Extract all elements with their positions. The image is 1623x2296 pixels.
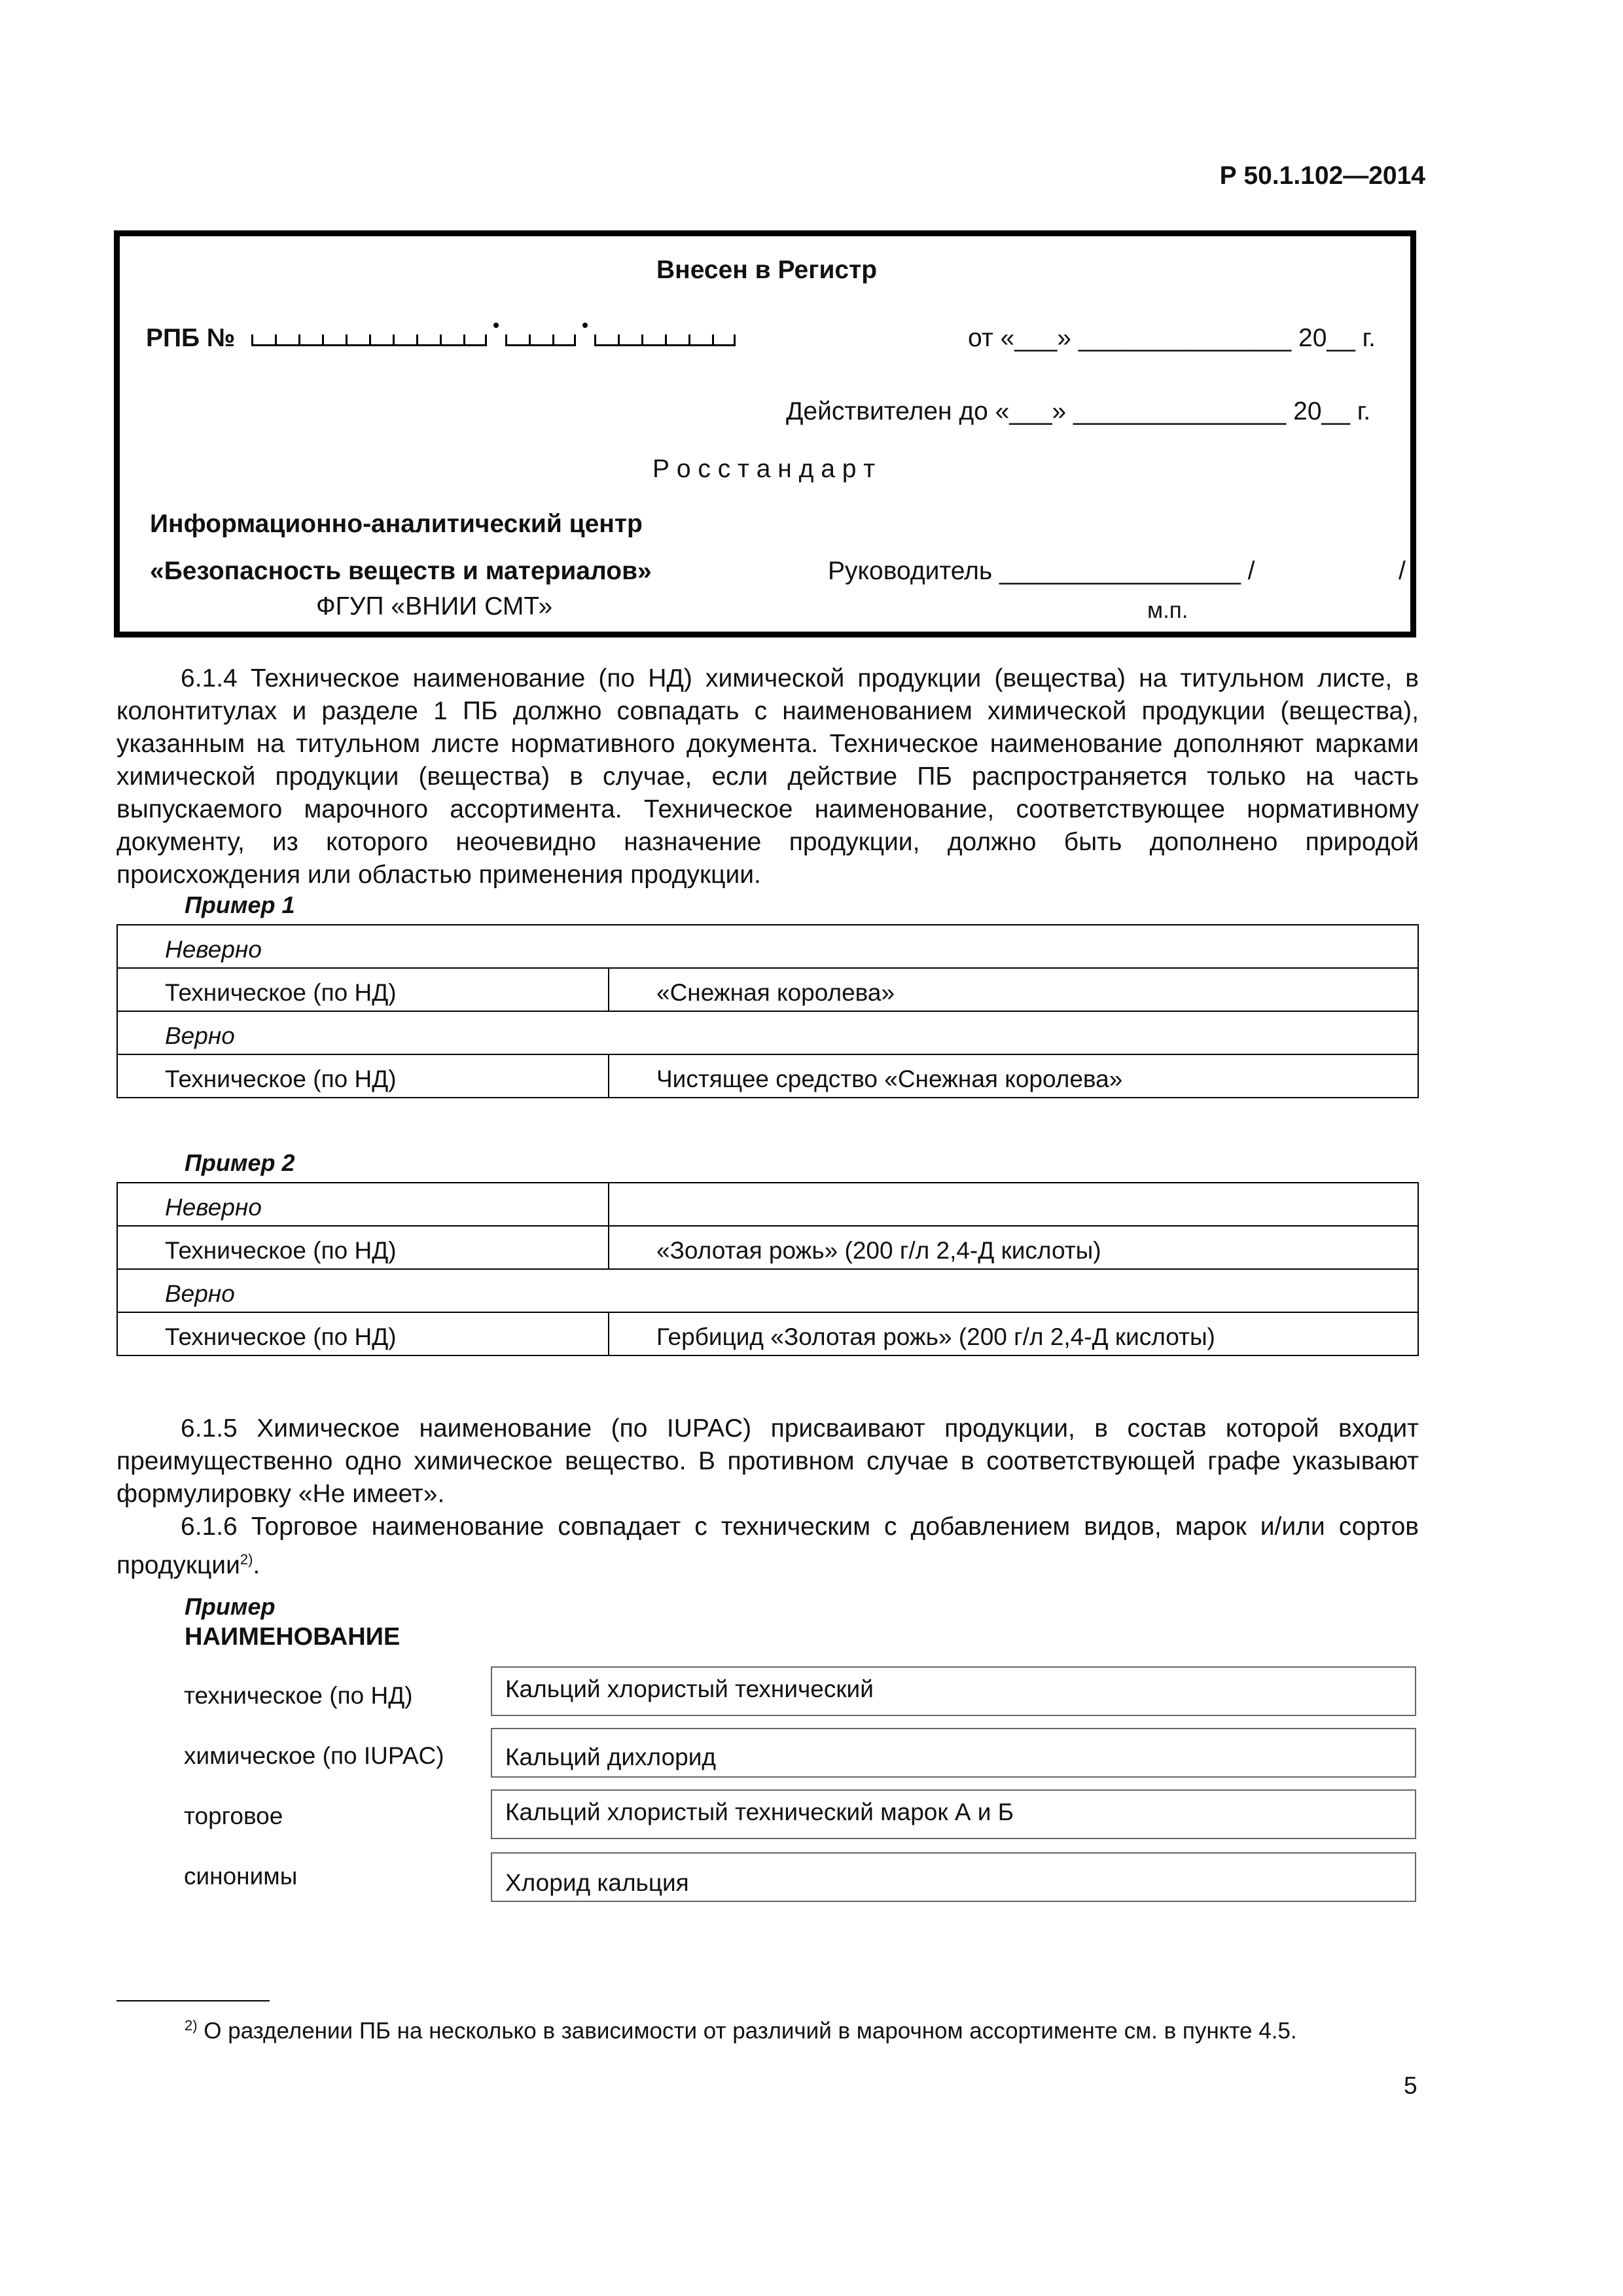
footnote [185,2017,1297,2045]
technical-name-label: техническое (по НД) [184,1682,413,1709]
wrong-label: Неверно [117,1183,609,1226]
naming-heading: НАИМЕНОВАНИЕ [185,1623,401,1651]
footnote-text: О разделении ПБ на несколько в зависимости от различий в марочном ассортименте см. в пункте 4.5. [204,2018,1297,2044]
right-label: Верно [117,1011,1418,1054]
footnote-rule [116,2000,270,2001]
rpb-number-field [146,324,736,353]
registry-box [114,230,1416,637]
footnote-ref: 2) [240,1551,253,1568]
paragraph-6-1-5: 6.1.5 Химическое наименование (по IUPAC) присваивают продукции, в состав которой входит преимущественно одно химическое вещество. В противном случае в соответствующей графе указывают формулировку «Не имеет». [116,1414,1419,1508]
table-row [117,1011,1418,1054]
stamp-place: м.п. [1147,598,1188,623]
table-row [117,1269,1418,1312]
synonyms-field: Хлорид кальция [491,1852,1416,1902]
sentence-end: . [253,1551,260,1579]
example-1-table [116,924,1419,1098]
organization-name: ФГУП «ВНИИ СМТ» [316,592,553,620]
row-value: Гербицид «Золотая рожь» (200 г/л 2,4-Д кислоты) [609,1312,1418,1355]
row-value: «Снежная королева» [609,968,1418,1011]
rpb-label: РПБ № [146,324,236,352]
chemical-name-label: химическое (по IUPAC) [184,1742,444,1769]
chemical-name-field: Кальций дихлорид [491,1728,1416,1778]
right-label: Верно [117,1269,1418,1312]
rpb-comb-2 [505,324,576,353]
trade-name-field: Кальций хлористый технический марок А и Б [491,1789,1416,1839]
row-label: Техническое (по НД) [117,1054,609,1098]
table-row [117,1183,1418,1226]
rpb-separator-dot [582,323,588,328]
table-row [117,1226,1418,1269]
rpb-comb-3 [594,324,736,353]
rpb-separator-dot [493,323,499,328]
example-2-table [116,1182,1419,1356]
center-name: Информационно-аналитический центр [150,510,643,538]
row-value: «Золотая рожь» (200 г/л 2,4-Д кислоты) [609,1226,1418,1269]
paragraph-6-1-4: 6.1.4 Техническое наименование (по НД) химической продукции (вещества) на титульном листе, в колонтитулах и разделе 1 ПБ должно совпадать с наименованием химической продукции (вещества), указанным на титульном листе нормативного документа. Техническое наименование дополняют марками химической продукции (вещества) в случае, если действие ПБ распространяется только на часть выпускаемого марочного ассортимента. Техническое наименование, соответствующее нормативному документу, из которого неочевидно назначение продукции, должно быть дополнено природой происхождения или областью применения продукции. [116,664,1419,889]
synonyms-label: синонимы [184,1863,298,1890]
registry-title: Внесен в Регистр [656,256,878,284]
rpb-comb-1 [251,324,487,353]
center-subtitle: «Безопасность веществ и материалов» [150,557,652,585]
wrong-label: Неверно [117,925,1418,968]
table-row [117,925,1418,968]
paragraph-6-1-6-text: 6.1.6 Торговое наименование совпадает с техническим с добавлением видов, марок и/или сортов продукции [116,1513,1419,1579]
row-label: Техническое (по НД) [117,1312,609,1355]
row-label: Техническое (по НД) [117,968,609,1011]
paragraph-6-1-6 [116,1511,1419,1582]
footnote-mark: 2) [185,2017,198,2034]
row-value: Чистящее средство «Снежная королева» [609,1054,1418,1098]
technical-name-field: Кальций хлористый технический [491,1666,1416,1716]
table-row [117,1054,1418,1098]
registry-from-date: от «___» _______________ 20__ г. [968,324,1376,352]
head-signature: Руководитель _________________ / [828,557,1255,585]
table-row [117,1312,1418,1355]
trade-name-label: торговое [184,1803,283,1829]
page-number: 5 [1404,2072,1418,2099]
registry-valid-until: Действителен до «___» _______________ 20__ г. [786,397,1371,425]
empty-cell [609,1183,1418,1226]
naming-example-label: Пример [185,1593,276,1620]
signature-slash: / [1399,557,1406,585]
example-2-label: Пример 2 [185,1149,295,1176]
example-1-label: Пример 1 [185,891,295,918]
document-id: Р 50.1.102—2014 [1219,162,1425,190]
agency-name: Р о с с т а н д а р т [652,455,876,483]
table-row [117,968,1418,1011]
row-label: Техническое (по НД) [117,1226,609,1269]
